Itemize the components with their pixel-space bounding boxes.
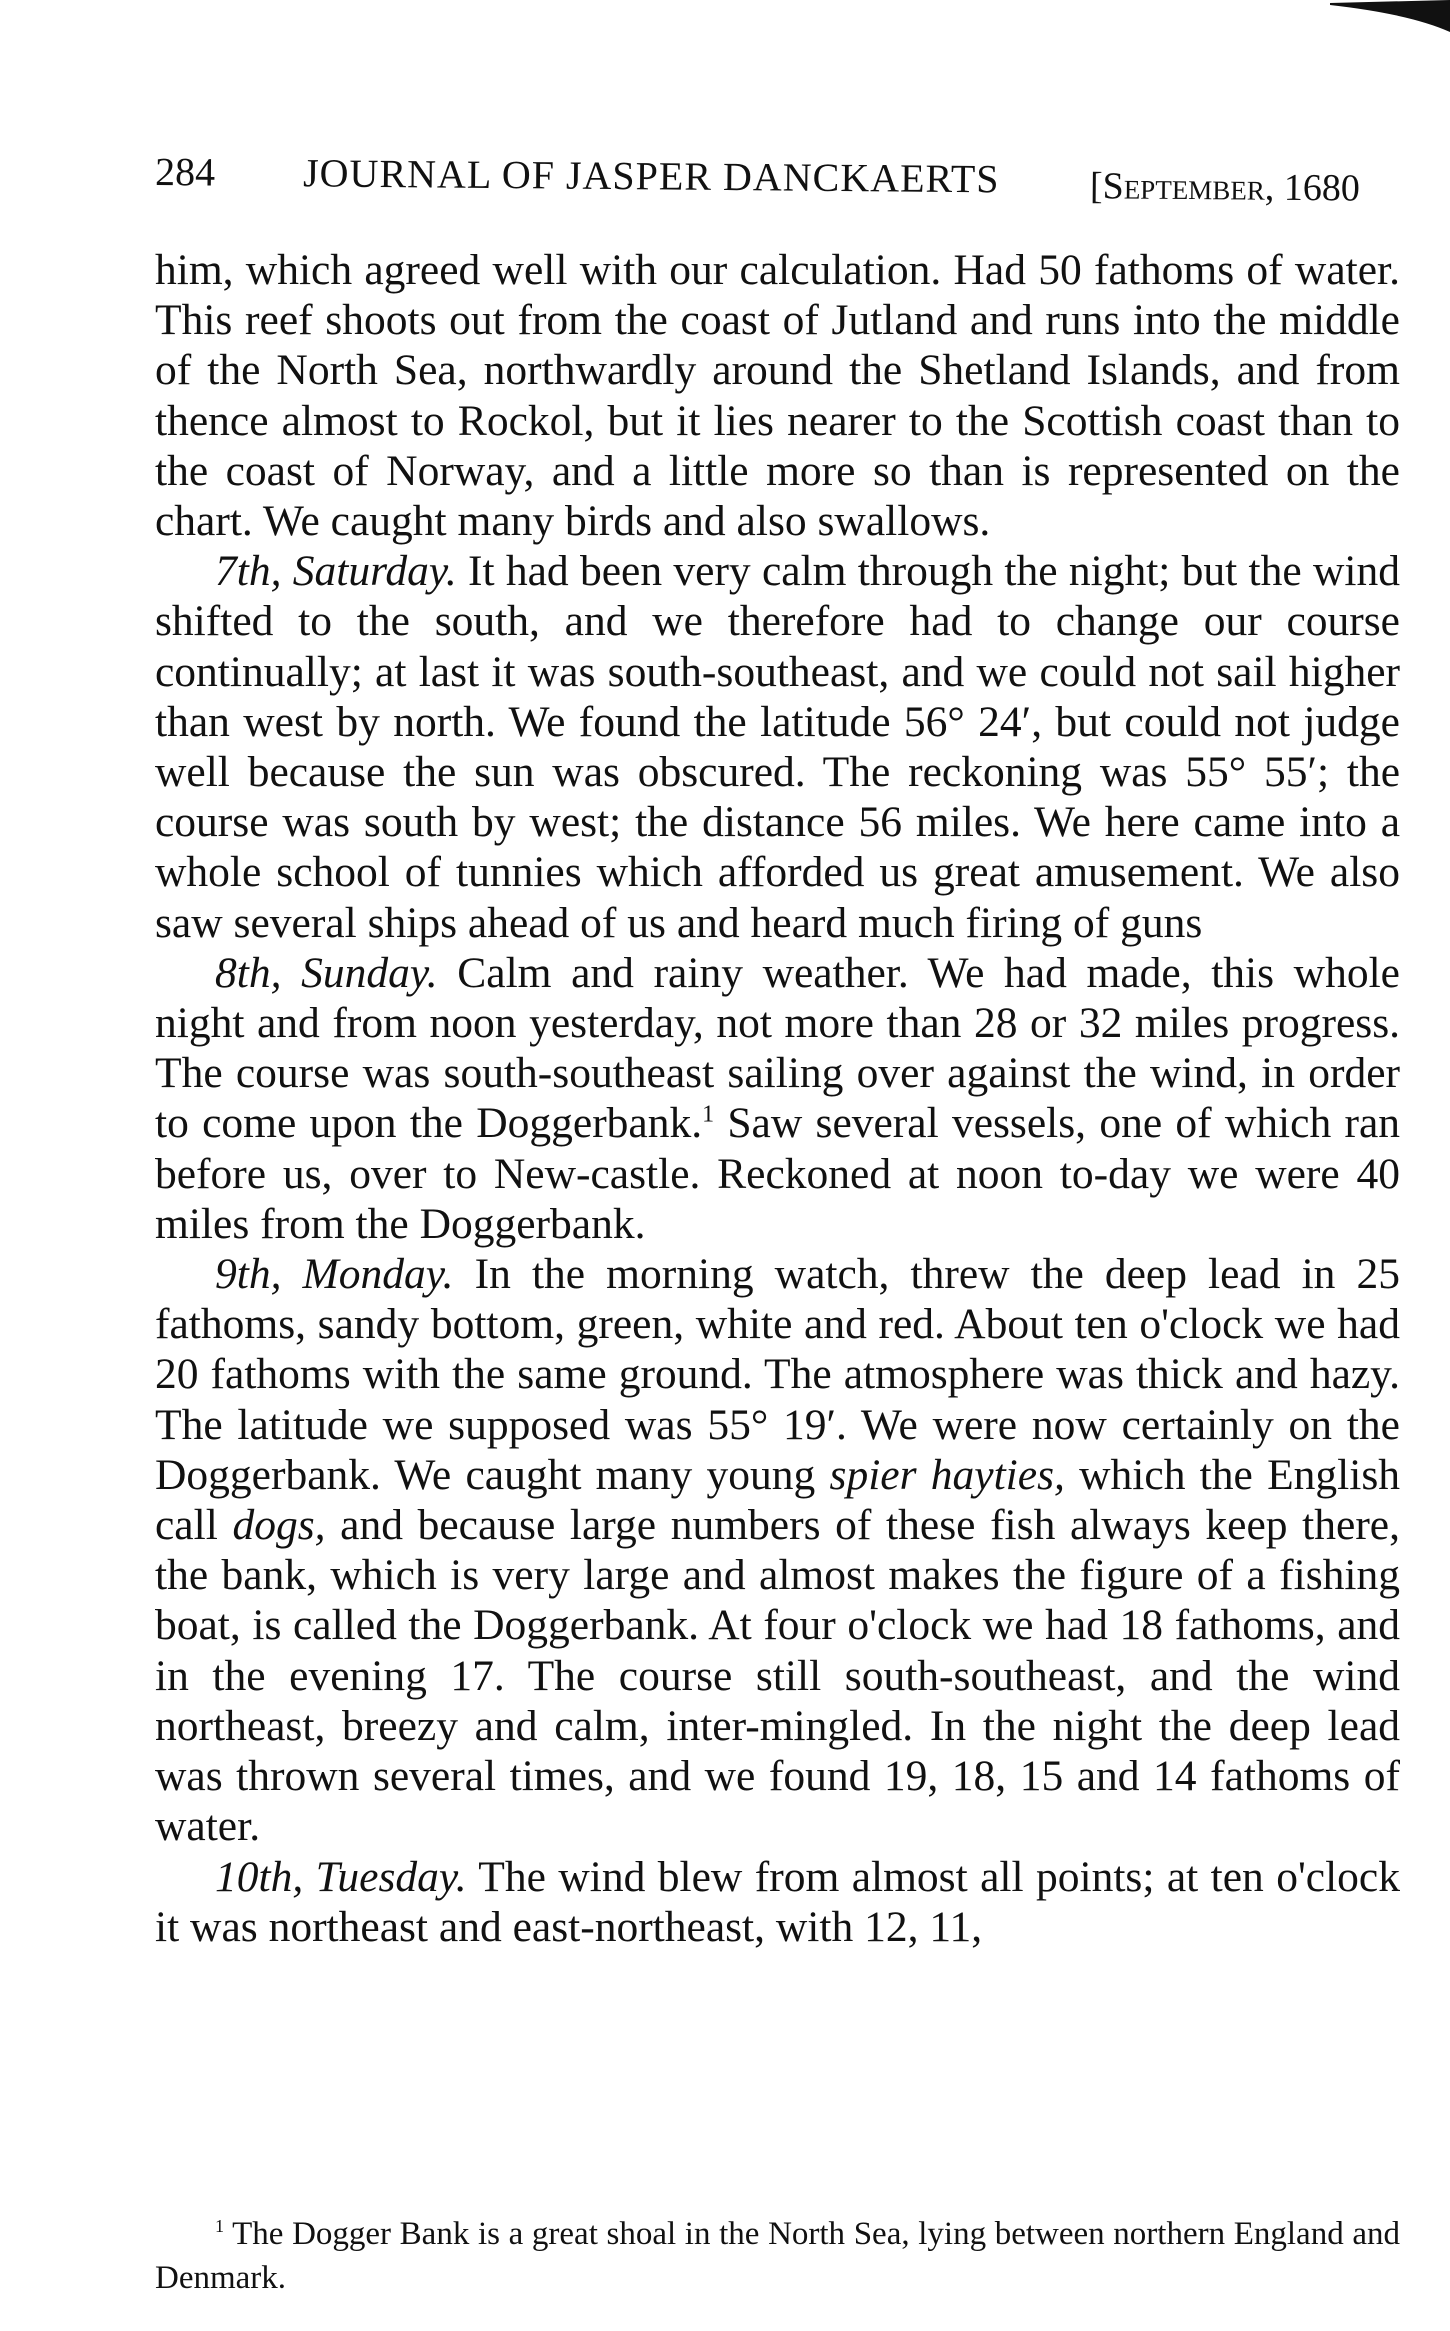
footnote-text: The Dogger Bank is a great shoal in the North Sea, lying between northern England and Denmark. — [155, 2216, 1400, 2296]
entry-text: and because large numbers of these fish always keep there, the bank, which is very large and almost makes the figure of a fishing boat, is called the Doggerbank. At four o'clock we had 18 fathoms, and in the evening 17. The course still south-southeast, and the wind northeast, breezy and calm, inter-mingled. In the night the deep lead was thrown several times, and we found 19, 18, 15 and 14 fathoms of water. — [155, 1501, 1400, 1851]
entry-8th-sunday — [155, 948, 1400, 1249]
entry-text: which the English call — [155, 1450, 1400, 1550]
paragraph-text: him, which agreed well with our calculation. Had 50 fathoms of water. This reef shoots out from the coast of Jutland and runs into the middle of the North Sea, northwardly around the Shetland Islands, and from thence almost to Rockol, but it lies nearer to the Scottish coast than to the coast of Norway, and a little more so than is represented on the chart. We caught many birds and also swallows. — [155, 246, 1400, 546]
entry-text-continued: Saw several vessels, one of which ran before us, over to New-castle. Reckoned at noon to-day we were 40 miles from the Doggerbank. — [155, 1099, 1400, 1248]
entry-text: In the morning watch, threw the deep lead in 25 fathoms, sandy bottom, green, white and red. About ten o'clock we had 20 fathoms with the same ground. The atmosphere was thick and hazy. The latitude we supposed was 55° 19′. We were now certainly on the Doggerbank. We caught many young — [155, 1250, 1400, 1499]
header-date-month: [September, — [1089, 165, 1275, 209]
page-corner-scan-artifact — [1330, 0, 1450, 50]
journal-body — [155, 245, 1400, 1952]
header-date-year: 1680 — [1283, 166, 1360, 210]
entry-10th-tuesday — [155, 1852, 1400, 1952]
page-number: 284 — [154, 149, 216, 195]
footnote — [155, 2212, 1400, 2300]
footnote-marker: 1 — [215, 2216, 225, 2236]
paragraph-continuation — [155, 245, 1400, 546]
entry-date: 8th, Sunday. — [215, 948, 438, 997]
footnote-reference[interactable]: 1 — [702, 1101, 715, 1128]
entry-text: The wind blew from almost all points; at ten o'clock it was northeast and east-northeast, with 12, 11, — [155, 1852, 1400, 1951]
page-header — [155, 148, 1401, 229]
italic-term: spier hayties, — [829, 1450, 1065, 1499]
entry-date: 10th, Tuesday. — [215, 1852, 467, 1901]
header-date-range — [1090, 164, 1360, 210]
entry-text: Calm and rainy weather. We had made, this whole night and from noon yesterday, not more than 28 or 32 miles progress. The course was south-southeast sailing over against the wind, in order to come upon the Doggerbank. — [155, 948, 1400, 1148]
entry-7th-saturday — [155, 546, 1400, 948]
entry-date: 7th, Saturday. — [215, 547, 457, 596]
running-title: JOURNAL OF JASPER DANCKAERTS — [302, 150, 1000, 202]
entry-date: 9th, Monday. — [215, 1250, 454, 1299]
entry-text: It had been very calm through the night; but the wind shifted to the south, and we therefore had to change our course continually; at last it was south-southeast, and we could not sail higher than west by north. We found the latitude 56° 24′, but could not judge well because the sun was obscured. The reckoning was 55° 55′; the course was south by west; the distance 56 miles. We here came into a whole school of tunnies which afforded us great amusement. We also saw several ships ahead of us and heard much firing of guns — [155, 547, 1400, 947]
italic-term: dogs, — [232, 1501, 326, 1550]
entry-9th-monday — [155, 1249, 1400, 1851]
